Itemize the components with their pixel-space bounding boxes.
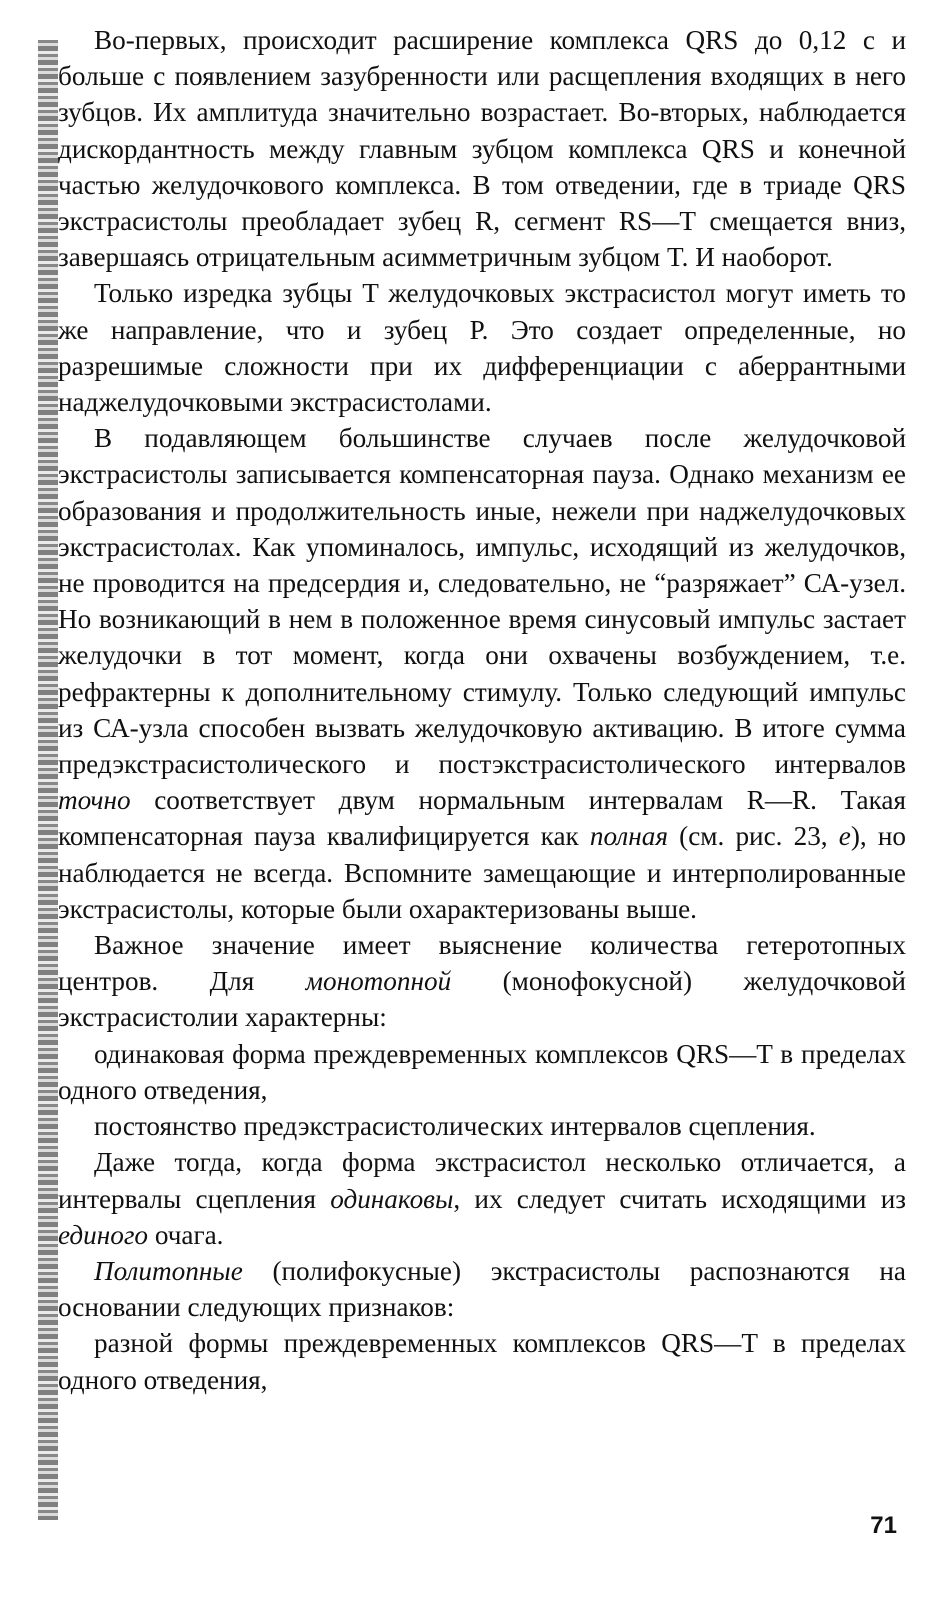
text-run: постоянство предэкстрасистолических интервалов сцепления. xyxy=(94,1111,816,1142)
text-run: разной формы преждевременных комплексов QRS—T в пределах одного отведения, xyxy=(58,1328,906,1395)
text-run: (монофокусной) желудочковой экстрасистолии характерны: xyxy=(58,966,906,1033)
italic-text-run: одинаковы xyxy=(330,1183,454,1214)
paragraph xyxy=(58,22,906,275)
italic-text-run: единого xyxy=(58,1219,149,1250)
paragraph xyxy=(58,927,906,1036)
paragraph xyxy=(58,1108,906,1144)
text-run: Даже тогда, когда форма экстрасистол несколько отличается, а интервалы сцепления xyxy=(58,1147,906,1214)
text-run: очага. xyxy=(148,1219,224,1250)
scanned-binding-edge xyxy=(38,40,58,1520)
italic-text-run: точно xyxy=(58,785,131,816)
italic-text-run: полная xyxy=(589,821,669,852)
text-run: Только изредка зубцы T желудочковых экстрасистол могут иметь то же направление, что и зубец P. Это создает определенные, но разрешимые сложности при их дифференциации с аберрантными наджелудочковыми экстрасистолами. xyxy=(58,278,906,418)
italic-text-run: монотопной xyxy=(305,966,452,997)
book-page-text xyxy=(58,22,906,1398)
paragraph xyxy=(58,1325,906,1397)
text-run: Во-первых, происходит расширение комплекса QRS до 0,12 с и больше с появлением зазубренности или расщепления входящих в него зубцов. Их амплитуда значительно возрастает. Во-вторых, наблюдается дискордантность между главным зубцом комплекса QRS и конечной частью желудочкового комплекса. В том отведении, где в триаде QRS экстрасистолы преобладает зубец R, сегмент RS—T смещается вниз, завершаясь отрицательным асимметричным зубцом T. И наоборот. xyxy=(58,25,906,273)
italic-text-run: е xyxy=(838,821,851,852)
text-run: ), но наблюдается не всегда. Вспомните замещающие и интерполированные экстрасистолы, которые были охарактеризованы выше. xyxy=(58,821,906,924)
text-run: (см. рис. 23, xyxy=(668,821,839,852)
text-run: (полифокусные) экстрасистолы распознаются на основании следующих признаков: xyxy=(58,1255,906,1323)
paragraph xyxy=(58,420,906,927)
paragraph xyxy=(58,275,906,420)
paragraph xyxy=(58,1144,906,1253)
text-run: Важное значение имеет выяснение количества гетеротопных центров. Для xyxy=(58,930,906,997)
text-run: соответствует двум нормальным интервалам R—R. Такая компенсаторная пауза квалифицируется как xyxy=(58,785,906,852)
paragraph xyxy=(58,1253,906,1325)
text-run: В подавляющем большинстве случаев после желудочковой экстрасистолы записывается компенсаторная пауза. Однако механизм ее образования и продолжительность иные, нежели при наджелудочковых экстрасистолах. Как упоминалось, импульс, исходящий из желудочков, не проводится на предсердия и, следовательно, не “разряжает” СА-узел. Но возникающий в нем в положенное время синусовый импульс застает желудочки в тот момент, когда они охвачены возбуждением, т.е. рефрактерны к дополнительному стимулу. Только следующий импульс из СА-узла способен вызвать желудочковую активацию. В итоге сумма предэкстрасистолического и постэкстрасистолического интервалов xyxy=(58,423,906,780)
text-run: одинаковая форма преждевременных комплексов QRS—T в пределах одного отведения, xyxy=(58,1038,906,1105)
paragraph xyxy=(58,1036,906,1108)
italic-text-run: Политопные xyxy=(94,1255,243,1286)
text-run: , их следует считать исходящими из xyxy=(453,1183,906,1214)
page-number: 71 xyxy=(870,1512,897,1539)
